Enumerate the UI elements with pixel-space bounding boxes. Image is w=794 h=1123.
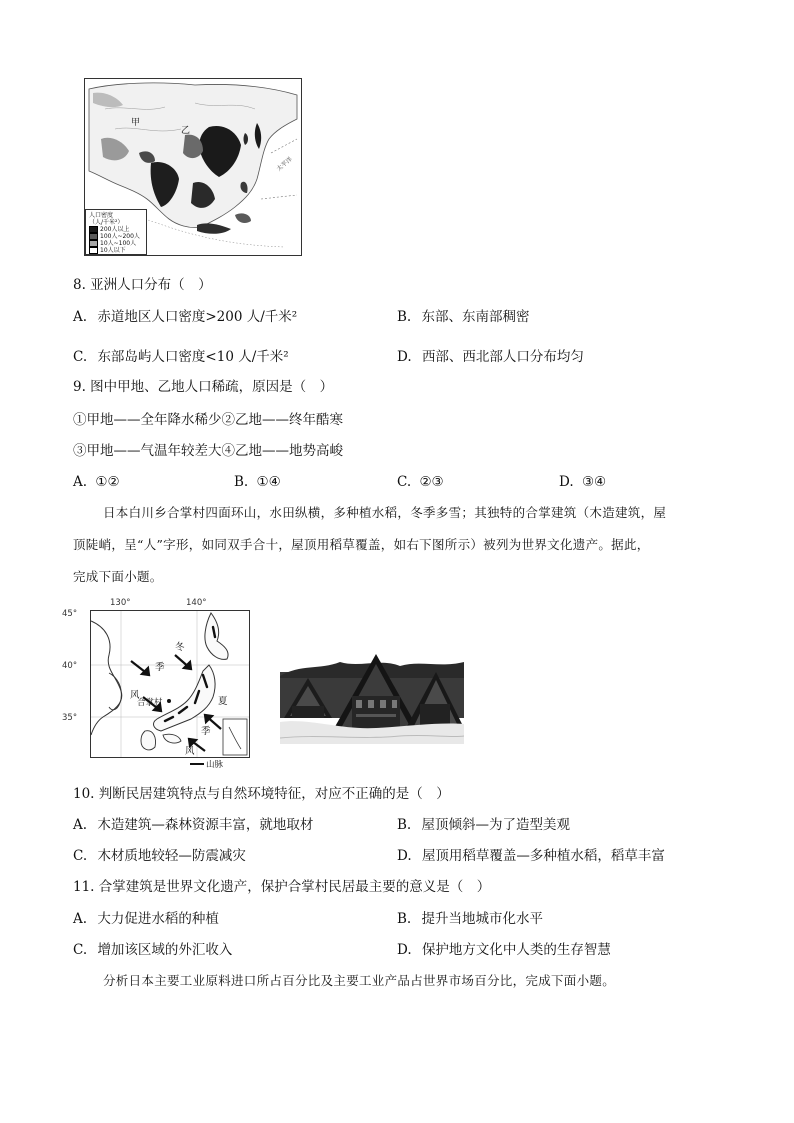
q11-option-a[interactable] [73,909,219,929]
option-text: 屋顶用稻草覆盖—多种植水稻，稻草丰富 [421,848,665,864]
asia-population-map [84,78,302,256]
legend-title: 人口密度 [89,212,114,219]
q9-statement-1: ①甲地——全年降水稀少②乙地——终年酷寒 [73,412,343,428]
option-text: ①② [95,474,120,490]
village-marker [167,699,171,703]
q9-option-b[interactable] [234,472,281,492]
gassho-house-drawing [280,652,464,744]
gassho-house-photo [280,652,464,744]
winter-char-1: 冬 [175,642,185,653]
q9-option-a[interactable] [73,472,120,492]
option-label: B. [234,474,249,490]
option-text: 木造建筑—森林资源丰富，就地取材 [97,817,314,833]
option-text: 提升当地城市化水平 [421,911,544,927]
option-text: 屋顶倾斜—为了造型美观 [421,817,571,833]
option-text: 木材质地较轻—防震减灾 [97,848,246,864]
japan-map-drawing [91,611,249,757]
q9-stem: 9. 图中甲地、乙地人口稀疏，原因是（ ） [73,379,334,395]
q10-option-b[interactable] [397,815,570,835]
option-label: C. [73,942,88,958]
option-text: 西部、西北部人口分布均匀 [421,349,584,365]
mountain-legend-line [190,763,204,766]
legend-swatch [89,240,98,247]
q8-option-d[interactable] [397,347,584,367]
option-text: 增加该区域的外汇收入 [97,942,233,958]
summer-char-2: 季 [201,726,211,737]
option-label: D. [397,349,412,365]
option-label: A. [73,817,88,833]
option-text: 东部岛屿人口密度<10 人/千米² [97,349,289,365]
passage-1-line-1: 日本白川乡合掌村四面环山，水田纵横，多种植水稻，冬季多雪；其独特的合掌建筑（木造建筑，屋 [103,505,667,520]
q11-stem: 11. 合掌建筑是世界文化遗产，保护合掌村民居最主要的意义是（ ） [73,879,491,895]
label-yi: 乙 [181,126,191,136]
q10-option-d[interactable] [397,846,665,866]
winter-char-3: 风 [130,690,140,701]
japan-map-frame [90,610,250,758]
japan-map-figure [62,598,262,774]
legend-swatch [89,233,98,240]
density-legend [85,209,147,255]
q8-option-c[interactable] [73,347,289,367]
lat-label-35: 35° [62,713,78,723]
option-label: D. [559,474,574,490]
q10-option-a[interactable] [73,815,313,835]
label-jia: 甲 [131,118,141,128]
option-label: A. [73,911,88,927]
village-label: 合掌村 [137,698,163,708]
mountain-legend [190,758,223,770]
q8-stem: 8. 亚洲人口分布（ ） [73,277,212,293]
lat-label-40: 40° [62,661,78,671]
mountain-legend-label: 山脉 [206,760,224,770]
summer-char-3: 风 [185,746,195,757]
q9-statement-2: ③甲地——气温年较差大④乙地——地势高峻 [73,443,343,459]
option-label: C. [397,474,412,490]
option-text: ①④ [256,474,281,490]
lon-label-130: 130° [110,598,131,608]
passage-1-line-3: 完成下面小题。 [73,569,163,584]
option-label: D. [397,848,412,864]
legend-item: 200人以上 [89,226,143,233]
legend-item: 10人~100人 [89,240,143,247]
option-text: 保护地方文化中人类的生存智慧 [421,942,611,958]
passage-2-line-1: 分析日本主要工业原料进口所占百分比及主要工业产品占世界市场百分比，完成下面小题。 [103,973,616,988]
option-label: C. [73,349,88,365]
legend-swatch [89,247,98,254]
lat-label-45: 45° [62,609,78,619]
option-label: B. [397,911,412,927]
lon-label-140: 140° [186,598,207,608]
option-label: B. [397,817,412,833]
option-text: 赤道地区人口密度>200 人/千米² [97,309,298,325]
option-label: C. [73,848,88,864]
legend-item: 10人以下 [89,247,143,254]
q10-stem: 10. 判断民居建筑特点与自然环境特征，对应不正确的是（ ） [73,786,450,802]
option-label: A. [73,309,88,325]
q9-option-d[interactable] [559,472,606,492]
winter-char-2: 季 [155,662,165,673]
q11-option-c[interactable] [73,940,232,960]
label-ocean: 太平洋 [275,155,294,173]
q9-option-c[interactable] [397,472,444,492]
option-label: A. [73,474,88,490]
option-label: D. [397,942,412,958]
option-label: B. [397,309,412,325]
legend-unit: （人/千米²） [89,219,124,226]
legend-item: 100人~200人 [89,233,143,240]
q8-option-a[interactable] [73,307,297,327]
legend-swatch [89,226,98,233]
q10-option-c[interactable] [73,846,246,866]
option-text: ②③ [419,474,444,490]
q11-option-d[interactable] [397,940,611,960]
option-text: ③④ [581,474,607,490]
passage-1-line-2: 顶陡峭，呈“人”字形，如同双手合十，屋顶用稻草覆盖，如右下图所示）被列为世界文化遗产。据此， [73,537,650,552]
option-text: 大力促进水稻的种植 [97,911,219,927]
q11-option-b[interactable] [397,909,543,929]
summer-char-1: 夏 [218,696,228,707]
q8-option-b[interactable] [397,307,530,327]
option-text: 东部、东南部稠密 [421,309,530,325]
